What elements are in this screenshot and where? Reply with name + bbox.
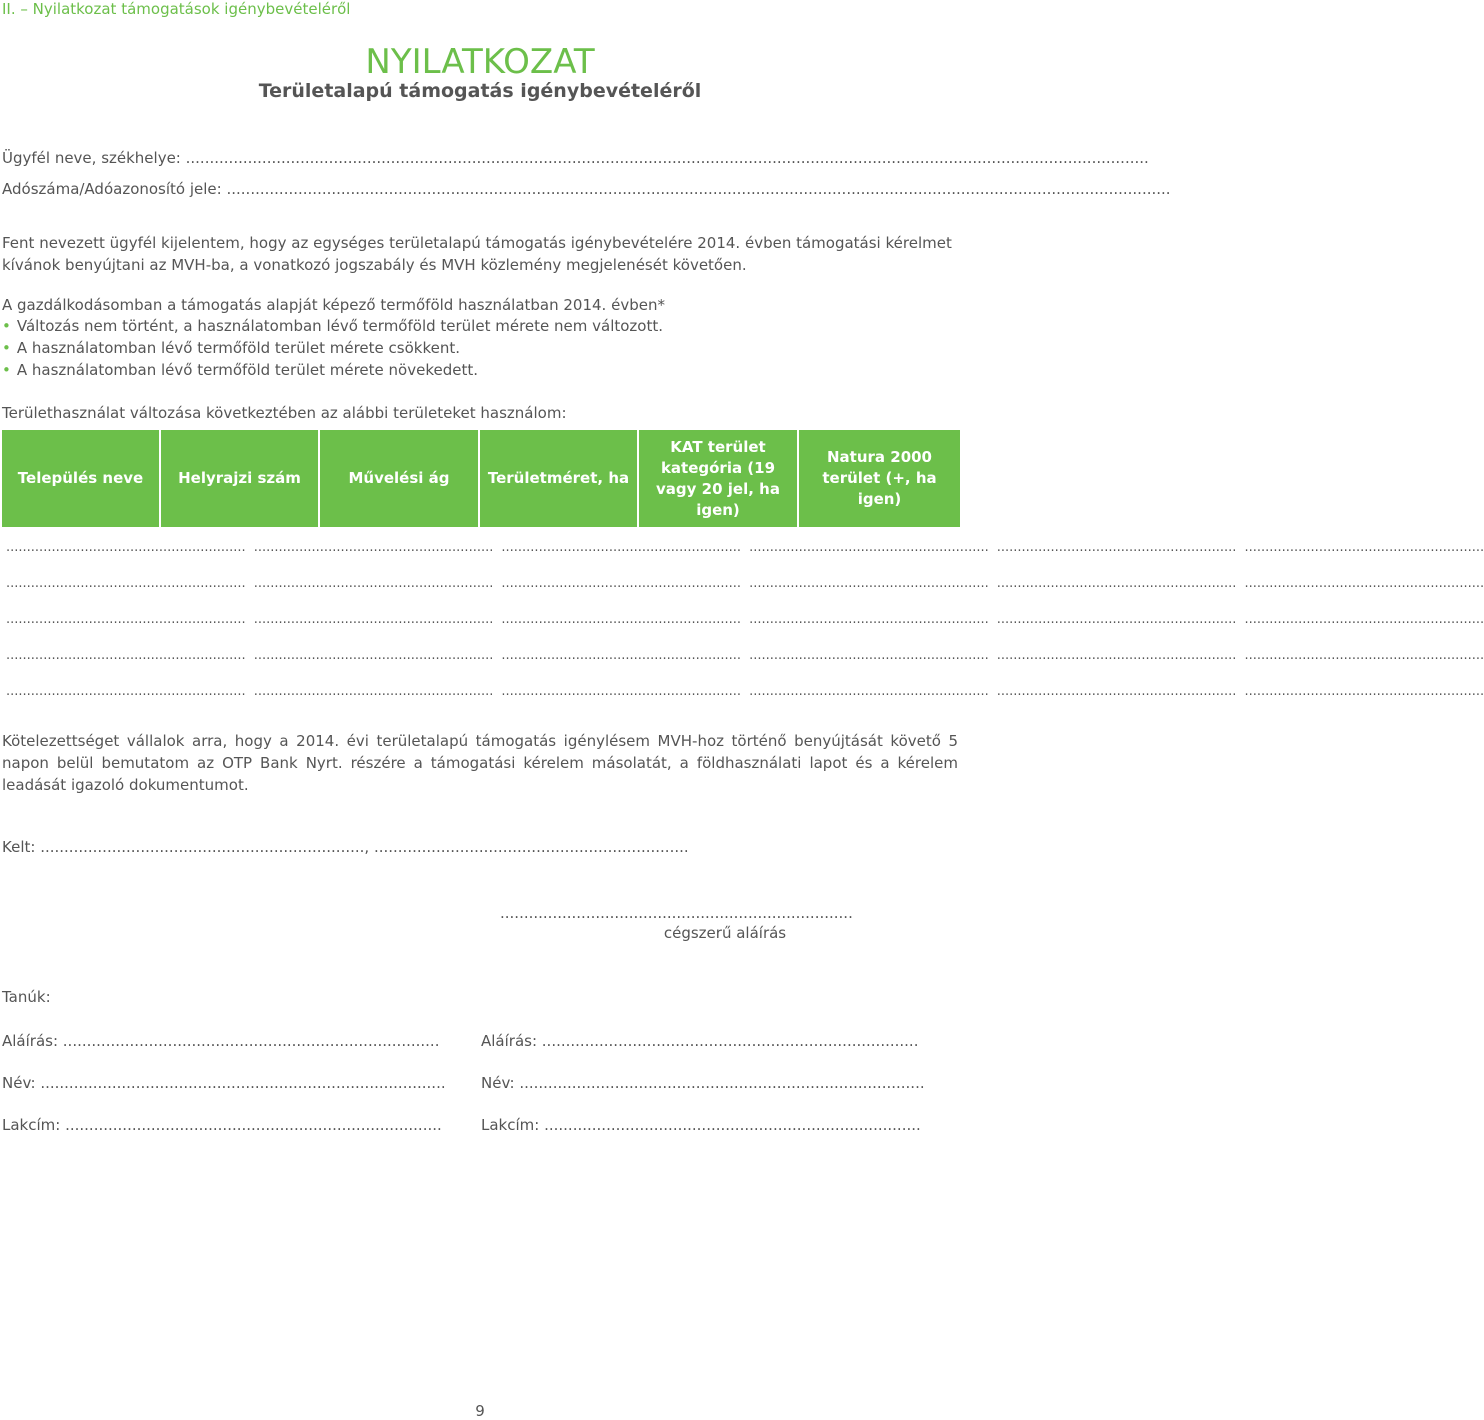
- table-cell[interactable]: ..........................................................: [253, 684, 494, 699]
- table-cell[interactable]: ..........................................................: [501, 648, 742, 663]
- client-name-field[interactable]: Ügyfél neve, székhelye: ..........................................................................................................................................................................................................: [2, 149, 1149, 167]
- running-header: II. – Nyilatkozat támogatások igénybevételéről: [2, 0, 351, 18]
- table-cell[interactable]: ..........................................................: [6, 684, 246, 699]
- witness1-name-field[interactable]: Név: .....................................................................................: [2, 1074, 446, 1092]
- signature-line[interactable]: ..........................................................................: [500, 904, 853, 922]
- witness1-address-field[interactable]: Lakcím: ...............................................................................: [2, 1116, 442, 1134]
- table-cell[interactable]: ..........................................................: [1244, 684, 1484, 699]
- land-use-option-unchanged[interactable]: • Változás nem történt, a használatomban lévő termőföld terület mérete nem változott.: [2, 317, 664, 335]
- table-cell[interactable]: ..........................................................: [501, 612, 742, 627]
- table-cell[interactable]: ..........................................................: [6, 540, 246, 555]
- land-table-header: [2, 430, 960, 527]
- table-cell[interactable]: ..........................................................: [501, 684, 742, 699]
- table-cell[interactable]: ..........................................................: [253, 612, 494, 627]
- table-cell[interactable]: ..........................................................: [6, 576, 246, 591]
- witness1-signature-field[interactable]: Aláírás: ...............................................................................: [2, 1032, 440, 1050]
- witness2-signature-field[interactable]: Aláírás: ...............................................................................: [481, 1032, 919, 1050]
- table-cell[interactable]: ..........................................................: [253, 576, 494, 591]
- table-cell[interactable]: ..........................................................: [1244, 612, 1484, 627]
- commitment-paragraph: Kötelezettséget vállalok arra, hogy a 2014. évi területalapú támogatás igénylésem MVH-hoz történő benyújtását követő 5 napon belül bemutatom az OTP Bank Nyrt. részére a támogatási kérelem másolatát, a földhasználati lapot és a kérelem leadását igazoló dokumentumot.: [2, 732, 958, 794]
- witnesses-title: Tanúk:: [2, 988, 51, 1006]
- table-cell[interactable]: ..........................................................: [996, 612, 1237, 627]
- table-cell[interactable]: ..........................................................: [749, 540, 989, 555]
- table-cell[interactable]: ..........................................................: [253, 540, 494, 555]
- header-cultivation-branch: Művelési ág: [320, 430, 480, 527]
- page-number: 9: [475, 1402, 485, 1420]
- page-subtitle: Területalapú támogatás igénybevételéről: [258, 80, 702, 102]
- table-row[interactable]: [6, 612, 1484, 627]
- table-cell[interactable]: ..........................................................: [1244, 648, 1484, 663]
- header-settlement-name: Település neve: [2, 430, 161, 527]
- table-cell[interactable]: ..........................................................: [996, 540, 1237, 555]
- land-use-option-increased[interactable]: • A használatomban lévő termőföld terület mérete növekedett.: [2, 361, 478, 379]
- declaration-paragraph: Fent nevezett ügyfél kijelentem, hogy az egységes területalapú támogatás igénybevételére 2014. évben támogatási kérelmet kívánok benyújtani az MVH-ba, a vonatkozó jogszabály és MVH közlemény megjelenését követően.: [2, 234, 952, 274]
- table-cell[interactable]: ..........................................................: [6, 648, 246, 663]
- land-use-option-decreased[interactable]: • A használatomban lévő termőföld terület mérete csökkent.: [2, 339, 461, 357]
- table-cell[interactable]: ..........................................................: [501, 540, 742, 555]
- header-area-size: Területméret, ha: [480, 430, 639, 527]
- table-cell[interactable]: ..........................................................: [1244, 576, 1484, 591]
- table-cell[interactable]: ..........................................................: [501, 576, 742, 591]
- table-row[interactable]: [6, 648, 1484, 663]
- land-use-intro: A gazdálkodásomban a támogatás alapját képező termőföld használatban 2014. évben*: [2, 296, 665, 314]
- bullet-icon: •: [2, 339, 11, 357]
- table-cell[interactable]: ..........................................................: [749, 612, 989, 627]
- table-row[interactable]: [6, 576, 1484, 591]
- table-row[interactable]: [6, 684, 1484, 699]
- table-cell[interactable]: ..........................................................: [749, 576, 989, 591]
- table-cell[interactable]: ..........................................................: [749, 648, 989, 663]
- table-cell[interactable]: ..........................................................: [996, 576, 1237, 591]
- table-cell[interactable]: ..........................................................: [1244, 540, 1484, 555]
- witness2-address-field[interactable]: Lakcím: ...............................................................................: [481, 1116, 921, 1134]
- table-intro: Területhasználat változása következtében az alábbi területeket használom:: [2, 404, 567, 422]
- header-kat-category: KAT terület kategória (19 vagy 20 jel, ha igen): [639, 430, 799, 527]
- table-cell[interactable]: ..........................................................: [6, 612, 246, 627]
- bullet-icon: •: [2, 317, 11, 335]
- table-cell[interactable]: ..........................................................: [253, 648, 494, 663]
- dated-field[interactable]: Kelt: ...................................................................., ..................................................................: [2, 838, 689, 856]
- table-cell[interactable]: ..........................................................: [996, 648, 1237, 663]
- page-title: NYILATKOZAT: [365, 42, 595, 82]
- bullet-icon: •: [2, 361, 11, 379]
- table-row[interactable]: [6, 540, 1484, 555]
- tax-id-field[interactable]: Adószáma/Adóazonosító jele: ......................................................................................................................................................................................................: [2, 180, 1171, 198]
- table-cell[interactable]: ..........................................................: [996, 684, 1237, 699]
- header-parcel-number: Helyrajzi szám: [161, 430, 320, 527]
- table-cell[interactable]: ..........................................................: [749, 684, 989, 699]
- witness2-name-field[interactable]: Név: .....................................................................................: [481, 1074, 925, 1092]
- header-natura-2000: Natura 2000 terület (+, ha igen): [799, 430, 960, 527]
- signature-label: cégszerű aláírás: [663, 924, 787, 942]
